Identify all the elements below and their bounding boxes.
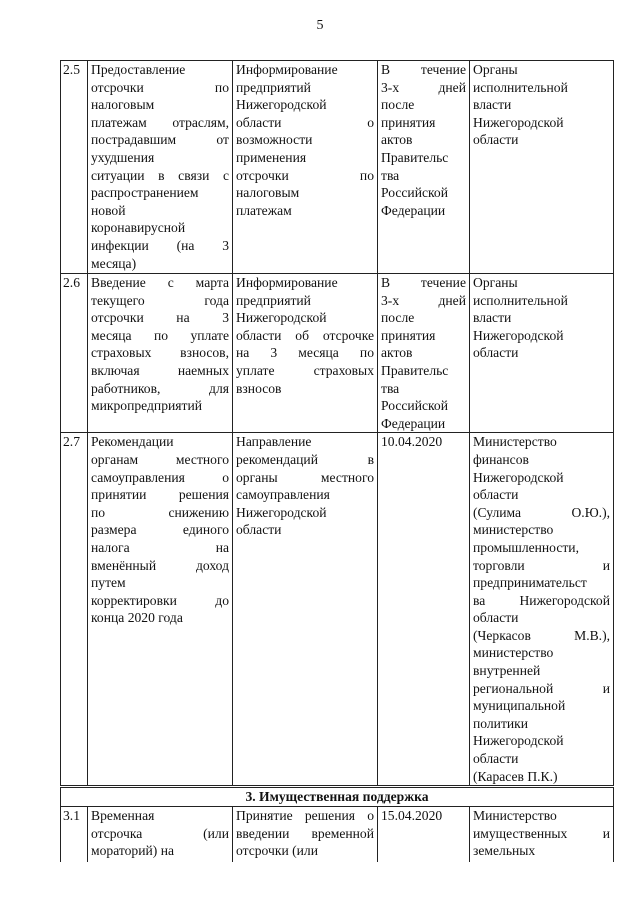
- cell-line: Министерство: [473, 808, 557, 824]
- cell-line: финансов: [473, 451, 529, 467]
- cell-line: Информирование: [236, 62, 338, 77]
- cell-line: исполнительной: [473, 79, 568, 95]
- cell-line: внутренней: [473, 663, 541, 679]
- cell-line: органы местного: [236, 469, 374, 485]
- cell-line: Правительс: [381, 149, 449, 165]
- cell-line: новой: [91, 202, 126, 218]
- measure-cell: [88, 61, 233, 274]
- cell-line: Правительс: [381, 362, 449, 378]
- cell-line: налоговым: [236, 185, 300, 201]
- table-row: [61, 61, 614, 274]
- cell-line: на 3 месяца по: [236, 345, 374, 361]
- cell-line: ухудшения: [91, 149, 155, 165]
- measure-cell: [88, 807, 233, 862]
- cell-line: мораторий) на: [91, 843, 175, 859]
- section-header-row: [61, 787, 614, 807]
- cell-line: работников, для: [91, 380, 229, 396]
- measure-cell: [88, 433, 233, 787]
- cell-line: вменённый доход: [91, 557, 229, 573]
- cell-line: министерство: [473, 522, 554, 538]
- cell-line: после: [381, 310, 415, 326]
- cell-line: Министерство: [473, 434, 557, 450]
- page-number: 5: [316, 18, 324, 33]
- cell-line: исполнительной: [473, 292, 568, 308]
- cell-line: органам местного: [91, 451, 229, 467]
- cell-line: микропредприятий: [91, 398, 203, 414]
- cell-line: 10.04.2020: [381, 434, 443, 450]
- item-number: 2.6: [61, 274, 88, 433]
- cell-line: ва Нижегородской: [473, 592, 610, 608]
- cell-line: налога на: [91, 539, 229, 555]
- action-cell: [233, 433, 378, 787]
- cell-line: В течение: [381, 275, 466, 290]
- cell-line: Органы: [473, 275, 518, 290]
- cell-line: Введение с марта: [91, 275, 229, 290]
- cell-line: тва: [381, 167, 400, 183]
- responsible-cell: [470, 274, 614, 433]
- cell-line: Информирование: [236, 275, 338, 290]
- cell-line: промышленности,: [473, 539, 579, 555]
- cell-line: области: [473, 132, 519, 148]
- cell-line: Направление: [236, 434, 312, 450]
- cell-line: Российской: [381, 185, 448, 201]
- cell-line: Нижегородской: [236, 310, 327, 326]
- cell-line: отсрочки по: [91, 79, 229, 95]
- cell-line: Федерации: [381, 202, 446, 218]
- cell-line: Органы: [473, 62, 518, 77]
- measures-table: [60, 60, 614, 862]
- cell-line: Федерации: [381, 415, 446, 431]
- cell-line: самоуправления о: [91, 469, 229, 485]
- cell-line: Временная: [91, 808, 155, 824]
- cell-line: предприятий: [236, 292, 311, 308]
- action-cell: [233, 807, 378, 862]
- table-row: [61, 433, 614, 787]
- cell-line: Нижегородской: [473, 327, 564, 343]
- cell-line: муниципальной: [473, 698, 566, 714]
- cell-line: возможности: [236, 132, 313, 148]
- cell-line: Нижегородской: [473, 114, 564, 130]
- cell-line: распространением: [91, 185, 199, 201]
- cell-line: коронавирусной: [91, 220, 186, 236]
- cell-line: месяца): [91, 255, 137, 271]
- cell-line: по снижению: [91, 504, 229, 520]
- cell-line: региональной и: [473, 680, 610, 696]
- cell-line: (Карасев П.К.): [473, 768, 558, 784]
- cell-line: отсрочки на 3: [91, 310, 229, 326]
- cell-line: области о: [236, 114, 374, 130]
- cell-line: Принятие решения о: [236, 808, 374, 824]
- cell-line: предприятий: [236, 79, 311, 95]
- cell-line: после: [381, 97, 415, 113]
- cell-line: Российской: [381, 398, 448, 414]
- cell-line: тва: [381, 380, 400, 396]
- cell-line: В течение: [381, 62, 466, 77]
- cell-line: торговли и: [473, 557, 610, 573]
- responsible-cell: [470, 61, 614, 274]
- cell-line: налоговым: [91, 97, 155, 113]
- measure-cell: [88, 274, 233, 433]
- section-title: 3. Имущественная поддержка: [61, 787, 614, 807]
- term-cell: [378, 274, 470, 433]
- term-cell: [378, 61, 470, 274]
- cell-line: 3-х дней: [381, 79, 466, 95]
- cell-line: рекомендаций в: [236, 451, 374, 467]
- cell-line: власти: [473, 310, 512, 326]
- cell-line: взносов: [236, 380, 282, 396]
- cell-line: конца 2020 года: [91, 610, 183, 626]
- table-row: [61, 807, 614, 862]
- cell-line: предпринимательст: [473, 575, 587, 591]
- cell-line: применения: [236, 149, 307, 165]
- cell-line: включая наемных: [91, 362, 229, 378]
- cell-line: отсрочка (или: [91, 825, 229, 841]
- item-number: 2.7: [61, 433, 88, 787]
- action-cell: [233, 61, 378, 274]
- cell-line: путем: [91, 575, 126, 591]
- action-cell: [233, 274, 378, 433]
- cell-line: принятии решения: [91, 487, 229, 503]
- cell-line: 15.04.2020: [381, 808, 443, 824]
- cell-line: месяца по уплате: [91, 327, 229, 343]
- cell-line: пострадавшим от: [91, 132, 229, 148]
- cell-line: уплате страховых: [236, 362, 374, 378]
- cell-line: отсрочки по: [236, 167, 374, 183]
- cell-line: имущественных и: [473, 825, 610, 841]
- cell-line: Нижегородской: [236, 504, 327, 520]
- cell-line: власти: [473, 97, 512, 113]
- responsible-cell: [470, 807, 614, 862]
- cell-line: политики: [473, 715, 529, 731]
- cell-line: размера единого: [91, 522, 229, 538]
- cell-line: платежам отраслям,: [91, 114, 229, 130]
- item-number: 3.1: [61, 807, 88, 862]
- cell-line: принятия: [381, 327, 436, 343]
- cell-line: ситуации в связи с: [91, 167, 229, 183]
- table-row: [61, 274, 614, 433]
- cell-line: актов: [381, 132, 413, 148]
- cell-line: страховых взносов,: [91, 345, 229, 361]
- cell-line: самоуправления: [236, 487, 330, 503]
- cell-line: инфекции (на 3: [91, 237, 229, 253]
- responsible-cell: [470, 433, 614, 787]
- cell-line: области об отсрочке: [236, 327, 374, 343]
- cell-line: корректировки до: [91, 592, 229, 608]
- cell-line: области: [236, 522, 282, 538]
- cell-line: принятия: [381, 114, 436, 130]
- cell-line: области: [473, 487, 519, 503]
- cell-line: отсрочки (или: [236, 843, 318, 859]
- cell-line: области: [473, 610, 519, 626]
- cell-line: платежам: [236, 202, 292, 218]
- cell-line: (Сулима О.Ю.),: [473, 504, 610, 520]
- cell-line: Нижегородской: [473, 733, 564, 749]
- item-number: 2.5: [61, 61, 88, 274]
- cell-line: земельных: [473, 843, 536, 859]
- cell-line: текущего года: [91, 292, 229, 308]
- cell-line: области: [473, 751, 519, 767]
- cell-line: 3-х дней: [381, 292, 466, 308]
- cell-line: актов: [381, 345, 413, 361]
- term-cell: [378, 433, 470, 787]
- cell-line: Рекомендации: [91, 434, 174, 450]
- cell-line: (Черкасов М.В.),: [473, 627, 610, 643]
- cell-line: области: [473, 345, 519, 361]
- cell-line: Нижегородской: [236, 97, 327, 113]
- cell-line: введении временной: [236, 825, 374, 841]
- term-cell: [378, 807, 470, 862]
- cell-line: Предоставление: [91, 62, 186, 77]
- cell-line: министерство: [473, 645, 554, 661]
- cell-line: Нижегородской: [473, 469, 564, 485]
